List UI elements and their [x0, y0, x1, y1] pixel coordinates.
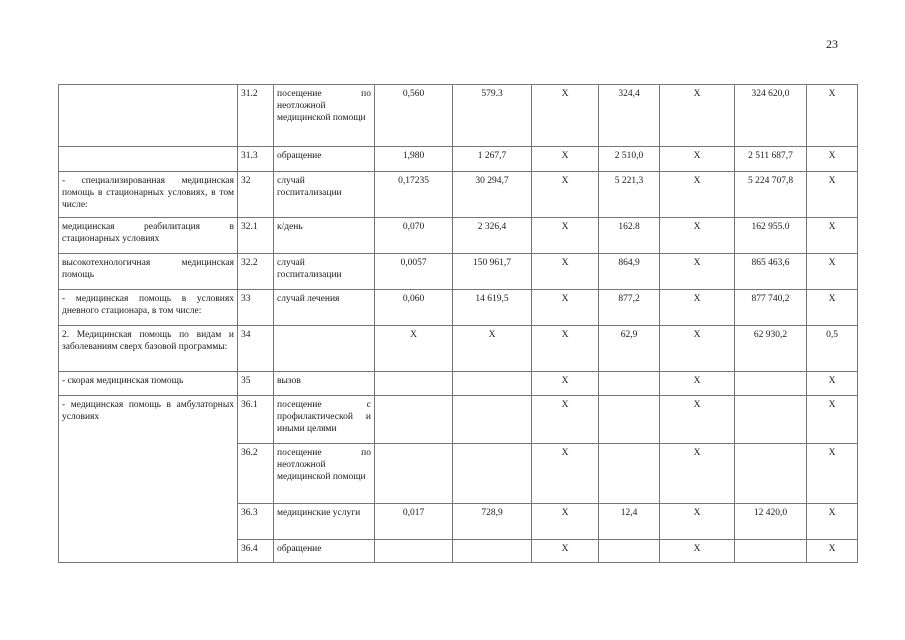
row-value: Х	[453, 326, 532, 372]
row-value: Х	[532, 218, 599, 254]
row-value: Х	[660, 85, 735, 147]
row-value: 62 930,2	[735, 326, 807, 372]
row-value: 12 420,0	[735, 504, 807, 540]
row-value: 2 326,4	[453, 218, 532, 254]
row-unit: посещение с профилактической и иными целями	[274, 396, 375, 444]
row-value: Х	[807, 396, 858, 444]
row-value: 865 463,6	[735, 254, 807, 290]
row-value: 1,980	[375, 147, 453, 172]
row-value: 0,070	[375, 218, 453, 254]
row-value: Х	[660, 326, 735, 372]
row-value: Х	[532, 290, 599, 326]
row-value: Х	[660, 396, 735, 444]
row-unit: случай госпитализации	[274, 254, 375, 290]
row-value: Х	[532, 444, 599, 504]
row-code: 36.3	[238, 504, 274, 540]
table-row	[59, 396, 858, 444]
row-unit: обращение	[274, 147, 375, 172]
table-row	[59, 254, 858, 290]
table-row	[59, 326, 858, 372]
table-row	[59, 85, 858, 147]
row-value	[453, 372, 532, 396]
row-value: Х	[532, 372, 599, 396]
row-value: 5 224 707,8	[735, 172, 807, 218]
row-value: 12,4	[599, 504, 660, 540]
row-value: 1 267,7	[453, 147, 532, 172]
row-value: Х	[660, 172, 735, 218]
row-value	[735, 540, 807, 563]
row-value	[599, 444, 660, 504]
table-row	[59, 218, 858, 254]
table-row	[59, 372, 858, 396]
row-value: Х	[807, 372, 858, 396]
table-row	[59, 290, 858, 326]
row-value: Х	[807, 540, 858, 563]
row-value	[453, 444, 532, 504]
row-unit: обращение	[274, 540, 375, 563]
row-value: 2 511 687,7	[735, 147, 807, 172]
row-value: Х	[660, 372, 735, 396]
row-value	[375, 372, 453, 396]
row-value: Х	[807, 290, 858, 326]
row-name: - скорая медицинская помощь	[59, 372, 238, 396]
row-value	[375, 540, 453, 563]
row-code: 31.3	[238, 147, 274, 172]
row-name: - медицинская помощь в амбулаторных условиях	[59, 396, 238, 563]
row-value: Х	[660, 218, 735, 254]
row-value: 0,17235	[375, 172, 453, 218]
row-value: 728,9	[453, 504, 532, 540]
row-name	[59, 147, 238, 172]
row-name: 2. Медицинская помощь по видам и заболеваниям сверх базовой программы:	[59, 326, 238, 372]
row-value: Х	[532, 172, 599, 218]
table-row	[59, 147, 858, 172]
row-unit	[274, 326, 375, 372]
row-value	[375, 396, 453, 444]
row-value: Х	[532, 147, 599, 172]
row-code: 32	[238, 172, 274, 218]
row-value: 0,060	[375, 290, 453, 326]
row-value	[375, 444, 453, 504]
row-value: Х	[660, 147, 735, 172]
row-value: Х	[532, 504, 599, 540]
row-value: Х	[807, 504, 858, 540]
row-value: Х	[807, 147, 858, 172]
row-value: Х	[807, 85, 858, 147]
row-value: Х	[660, 254, 735, 290]
row-value	[453, 540, 532, 563]
row-code: 36.1	[238, 396, 274, 444]
row-name: высокотехнологичная медицинская помощь	[59, 254, 238, 290]
row-value: 62,9	[599, 326, 660, 372]
row-value	[599, 396, 660, 444]
row-code: 35	[238, 372, 274, 396]
row-unit: вызов	[274, 372, 375, 396]
row-value: Х	[532, 85, 599, 147]
row-value: 162 955.0	[735, 218, 807, 254]
row-value: Х	[660, 504, 735, 540]
row-unit: случай лечения	[274, 290, 375, 326]
row-value: 150 961,7	[453, 254, 532, 290]
row-value: 5 221,3	[599, 172, 660, 218]
row-value: 877 740,2	[735, 290, 807, 326]
row-value: 0,560	[375, 85, 453, 147]
row-value: 0,017	[375, 504, 453, 540]
row-value: Х	[532, 254, 599, 290]
row-unit: посещение по неотложной медицинской помощи	[274, 444, 375, 504]
row-value: 579.3	[453, 85, 532, 147]
row-name	[59, 85, 238, 147]
row-value: 864,9	[599, 254, 660, 290]
row-name: - медицинская помощь в условиях дневного стационара, в том числе:	[59, 290, 238, 326]
row-value: 0,0057	[375, 254, 453, 290]
row-unit: посещение по неотложной медицинской помощи	[274, 85, 375, 147]
row-value: Х	[532, 540, 599, 563]
row-value	[453, 396, 532, 444]
row-value: 324 620,0	[735, 85, 807, 147]
row-value: 14 619,5	[453, 290, 532, 326]
row-value: 2 510,0	[599, 147, 660, 172]
medical-care-table	[58, 84, 858, 563]
row-code: 36.4	[238, 540, 274, 563]
row-value: 30 294,7	[453, 172, 532, 218]
row-value: Х	[660, 444, 735, 504]
row-code: 32.1	[238, 218, 274, 254]
row-unit: медицинские услуги	[274, 504, 375, 540]
page-number: 23	[826, 37, 838, 51]
row-code: 34	[238, 326, 274, 372]
row-unit: к/день	[274, 218, 375, 254]
row-code: 33	[238, 290, 274, 326]
row-code: 31.2	[238, 85, 274, 147]
row-value: Х	[532, 326, 599, 372]
row-name: - специализированная медицинская помощь в стационарных условиях, в том числе:	[59, 172, 238, 218]
row-value: 162.8	[599, 218, 660, 254]
row-value: Х	[807, 172, 858, 218]
row-value: Х	[807, 444, 858, 504]
row-value: Х	[660, 290, 735, 326]
row-value	[735, 372, 807, 396]
table-row	[59, 172, 858, 218]
row-value	[599, 372, 660, 396]
row-value: Х	[532, 396, 599, 444]
row-name: медицинская реабилитация в стационарных условиях	[59, 218, 238, 254]
row-value: Х	[660, 540, 735, 563]
row-code: 36.2	[238, 444, 274, 504]
row-value: 877,2	[599, 290, 660, 326]
row-value: Х	[807, 218, 858, 254]
row-value: 324,4	[599, 85, 660, 147]
row-code: 32.2	[238, 254, 274, 290]
row-value	[735, 396, 807, 444]
row-value: Х	[375, 326, 453, 372]
row-unit: случай госпитализации	[274, 172, 375, 218]
row-value	[735, 444, 807, 504]
row-value	[599, 540, 660, 563]
row-value: 0,5	[807, 326, 858, 372]
row-value: Х	[807, 254, 858, 290]
